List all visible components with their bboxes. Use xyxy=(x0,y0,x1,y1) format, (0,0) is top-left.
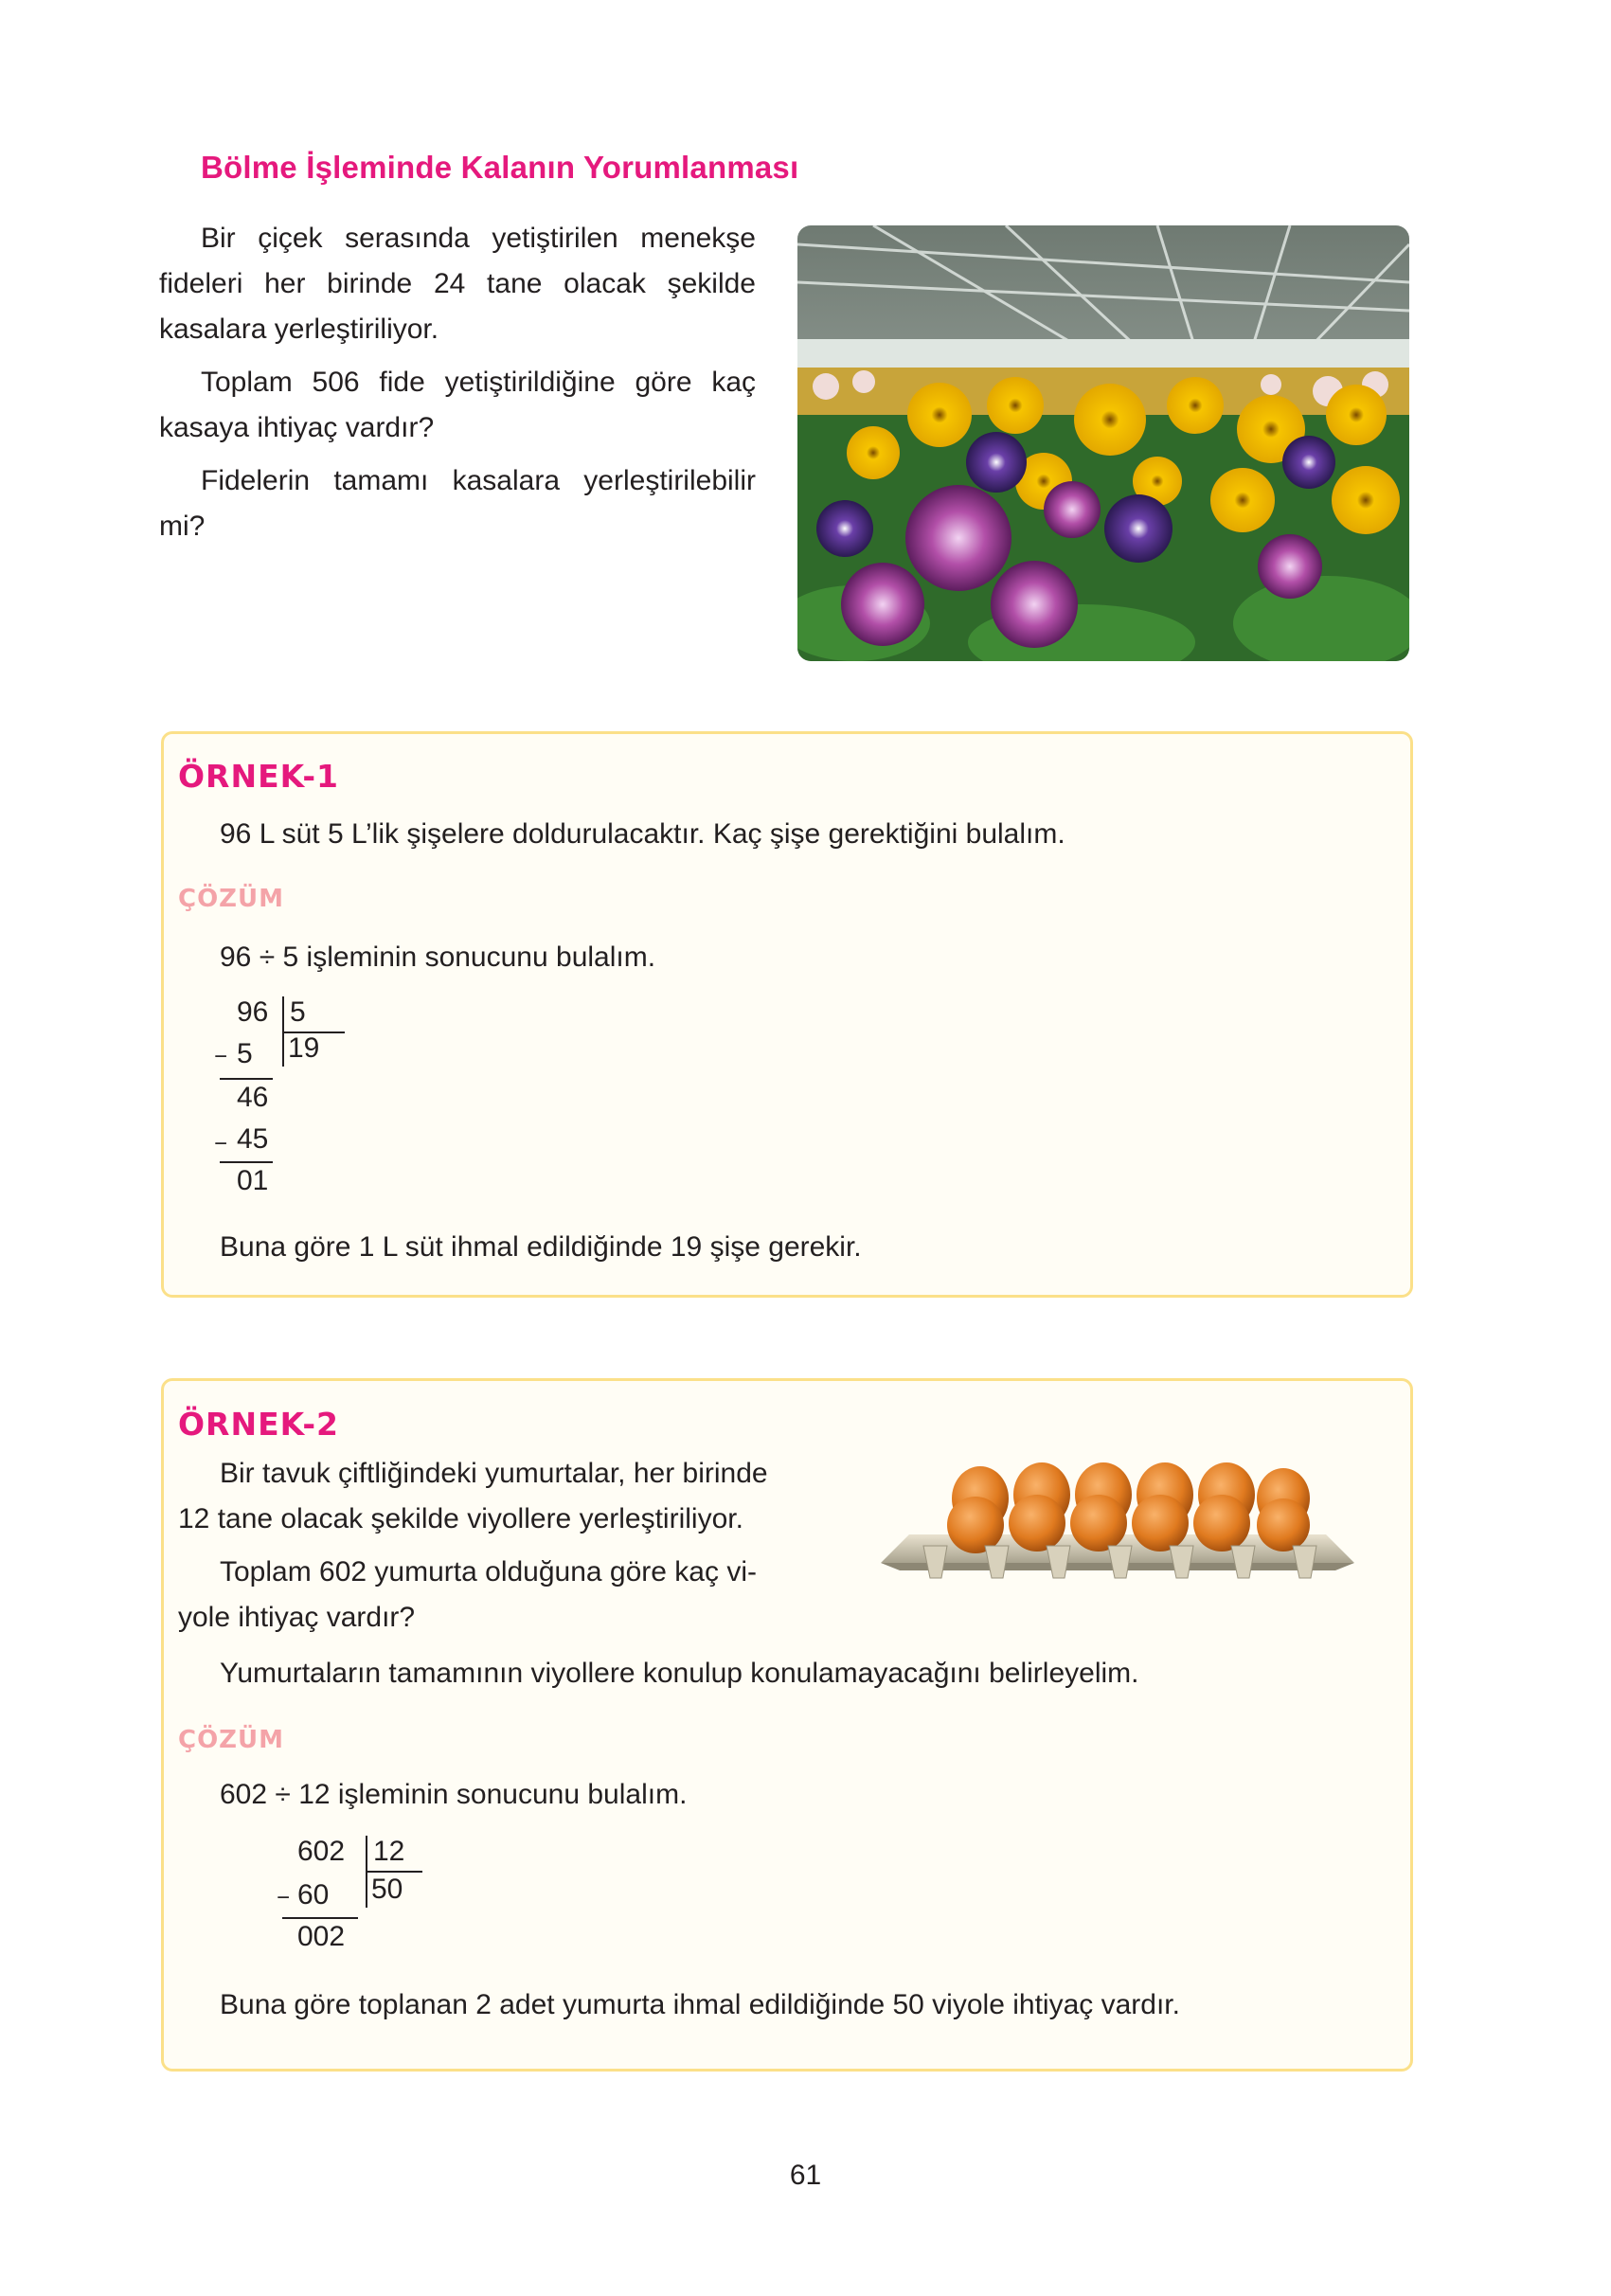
example-2-solution-label: ÇÖZÜM xyxy=(178,1726,285,1754)
division-1-rule-1 xyxy=(220,1078,273,1080)
intro-paragraph-2: Toplam 506 fide yetiştirildiğine göre kaç kasaya ihtiyaç vardır? xyxy=(159,367,756,443)
division-1-dividend: 96 xyxy=(237,996,269,1028)
example-2-text xyxy=(178,1451,841,1641)
division-1-subtrahend-2: 45 xyxy=(237,1123,269,1155)
example-1-conclusion: Buna göre 1 L süt ihmal edildiğinde 19 şişe gerekir. xyxy=(220,1231,862,1263)
example-1-question: 96 L süt 5 L’lik şişelere doldurulacaktır. Kaç şişe gerektiğini bulalım. xyxy=(220,818,1065,850)
example-1-box xyxy=(161,731,1413,1298)
egg-carton-image xyxy=(881,1459,1354,1582)
division-2-rule xyxy=(282,1917,358,1919)
intro-paragraph-3: Fidelerin tamamı kasalara yerleştirilebilir mi? xyxy=(159,465,756,542)
division-2-divisor: 12 xyxy=(373,1836,405,1867)
division-2-subtrahend: 60 xyxy=(297,1879,330,1910)
division-2-quotient: 50 xyxy=(371,1874,403,1905)
division-1-remainder: 01 xyxy=(237,1165,269,1196)
greenhouse-pansies-photo xyxy=(797,225,1409,661)
division-1-partial-remainder: 46 xyxy=(237,1082,269,1113)
division-1-minus-2: − xyxy=(214,1131,228,1157)
division-1-subtrahend-1: 5 xyxy=(237,1038,253,1069)
division-2-minus: − xyxy=(277,1885,291,1910)
example-1-heading: ÖRNEK-1 xyxy=(178,758,339,795)
intro-text xyxy=(159,216,756,557)
example-2-line-1: Bir tavuk çiftliğindeki yumurtalar, her birinde xyxy=(220,1458,768,1489)
division-1-quotient: 19 xyxy=(288,1032,320,1064)
example-2-conclusion: Buna göre toplanan 2 adet yumurta ihmal edildiğinde 50 viyole ihtiyaç vardır. xyxy=(220,1989,1180,2020)
division-1-divisor: 5 xyxy=(290,996,306,1028)
example-1-solution-label: ÇÖZÜM xyxy=(178,885,285,913)
egg-carton-illustration xyxy=(881,1459,1354,1582)
page-number: 61 xyxy=(789,2160,822,2191)
example-2-line-2: 12 tane olacak şekilde viyollere yerleştiriliyor. xyxy=(178,1503,743,1534)
greenhouse-pansies-image xyxy=(797,225,1409,661)
example-1-solution-intro: 96 ÷ 5 işleminin sonucunu bulalım. xyxy=(220,942,656,973)
division-1-minus-1: − xyxy=(214,1044,228,1069)
example-2-heading: ÖRNEK-2 xyxy=(178,1406,339,1443)
division-2-remainder: 002 xyxy=(297,1921,346,1952)
division-2-bracket-horizontal xyxy=(366,1871,422,1873)
division-1-rule-2 xyxy=(220,1161,273,1163)
division-2-dividend: 602 xyxy=(297,1836,346,1867)
section-title: Bölme İşleminde Kalanın Yorumlanması xyxy=(201,150,799,185)
example-2-line-5: Yumurtaların tamamının viyollere konulup konulamayacağını belirleyelim. xyxy=(220,1658,1139,1689)
example-2-line-4: yole ihtiyaç vardır? xyxy=(178,1602,416,1633)
example-2-line-3: Toplam 602 yumurta olduğuna göre kaç vi- xyxy=(220,1556,757,1587)
intro-paragraph-1: Bir çiçek serasında yetiştirilen menekşe fideleri her birinde 24 tane olacak şekilde kasalara yerleştiriliyor. xyxy=(159,223,756,345)
example-2-solution-intro: 602 ÷ 12 işleminin sonucunu bulalım. xyxy=(220,1779,688,1810)
